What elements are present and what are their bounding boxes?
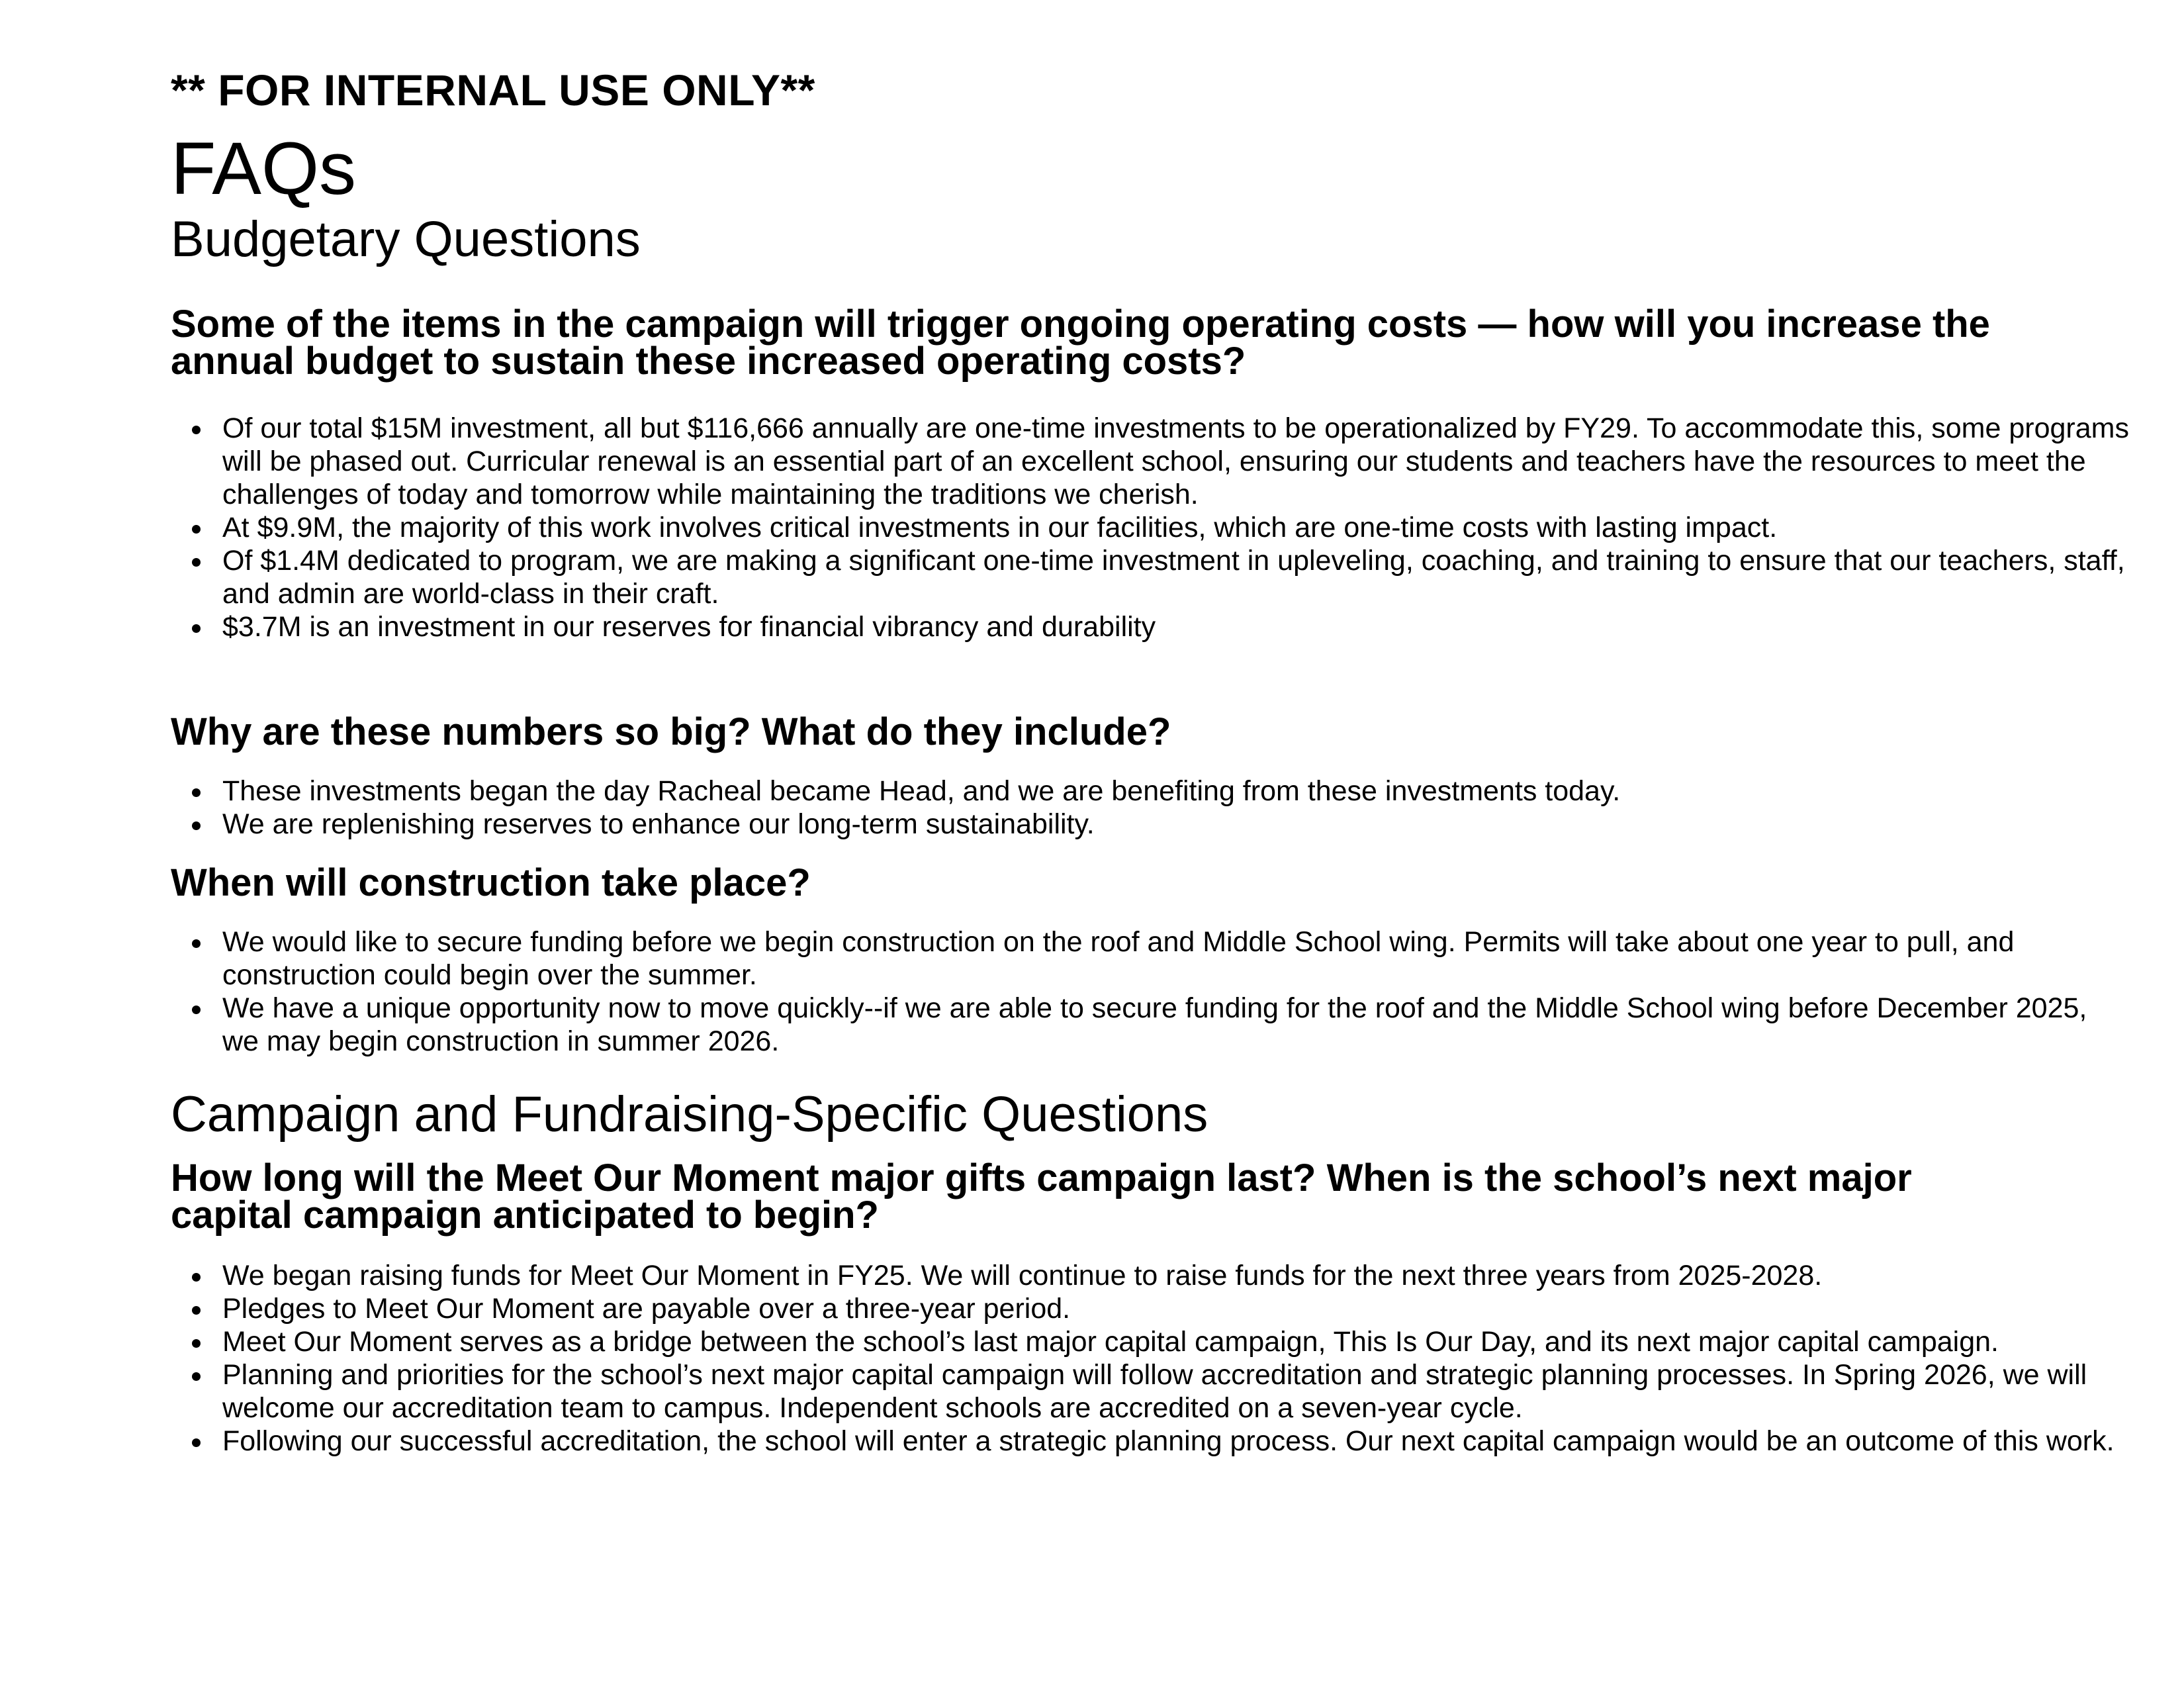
list-item: At $9.9M, the majority of this work involves critical investments in our facilities, which are one-time costs with lasting impact. <box>222 511 2155 544</box>
list-item: Meet Our Moment serves as a bridge between the school’s last major capital campaign, This Is Our Day, and its next major capital campaign. <box>222 1325 2161 1358</box>
list-item: Pledges to Meet Our Moment are payable over a three-year period. <box>222 1292 2161 1325</box>
list-item: Following our successful accreditation, the school will enter a strategic planning process. Our next capital campaign would be an outcome of this work. <box>222 1425 2161 1458</box>
list-item: We would like to secure funding before we begin construction on the roof and Middle School wing. Permits will take about one year to pull, and construction could begin over the summer. <box>222 925 2128 992</box>
list-item: We have a unique opportunity now to move quickly--if we are able to secure funding for the roof and the Middle School wing before December 2025, we may begin construction in summer 2026. <box>222 992 2128 1058</box>
list-item: Planning and priorities for the school’s next major capital campaign will follow accreditation and strategic planning processes. In Spring 2026, we will welcome our accreditation team to campus. Independent schools are accredited on a seven-year cycle. <box>222 1358 2161 1425</box>
list-item: Of our total $15M investment, all but $116,666 annually are one-time investments to be operationalized by FY29. To accommodate this, some programs will be phased out. Curricular renewal is an essential part of an excellent school, ensuring our students and teachers have the resources to meet the challenges of today and tomorrow while maintaining the traditions we cherish. <box>222 412 2155 511</box>
faq-answers-construction <box>171 925 2128 1058</box>
list-item: These investments began the day Racheal became Head, and we are benefiting from these investments today. <box>222 774 2155 808</box>
internal-use-notice: ** FOR INTERNAL USE ONLY** <box>171 66 815 115</box>
faq-answers-campaign-length <box>171 1259 2161 1458</box>
list-item: $3.7M is an investment in our reserves for financial vibrancy and durability <box>222 610 2155 643</box>
faq-answers-numbers <box>171 774 2155 841</box>
faq-question-operating-costs: Some of the items in the campaign will trigger ongoing operating costs — how will you increase the annual budget to sustain these increased operating costs? <box>171 303 1990 383</box>
faq-question-campaign-length: How long will the Meet Our Moment major gifts campaign last? When is the school’s next major capital campaign anticipated to begin? <box>171 1156 1912 1237</box>
faq-question-construction: When will construction take place? <box>171 861 811 904</box>
list-item: Of $1.4M dedicated to program, we are making a significant one-time investment in upleveling, coaching, and training to ensure that our teachers, staff, and admin are world-class in their craft. <box>222 544 2155 610</box>
list-item: We are replenishing reserves to enhance our long-term sustainability. <box>222 808 2155 841</box>
document-title: FAQs <box>171 127 357 210</box>
section-heading-campaign: Campaign and Fundraising-Specific Questions <box>171 1086 1208 1143</box>
faq-answers-operating-costs <box>171 412 2155 643</box>
section-heading-budgetary: Budgetary Questions <box>171 211 641 267</box>
faq-question-numbers: Why are these numbers so big? What do they include? <box>171 710 1171 753</box>
list-item: We began raising funds for Meet Our Moment in FY25. We will continue to raise funds for the next three years from 2025-2028. <box>222 1259 2161 1292</box>
